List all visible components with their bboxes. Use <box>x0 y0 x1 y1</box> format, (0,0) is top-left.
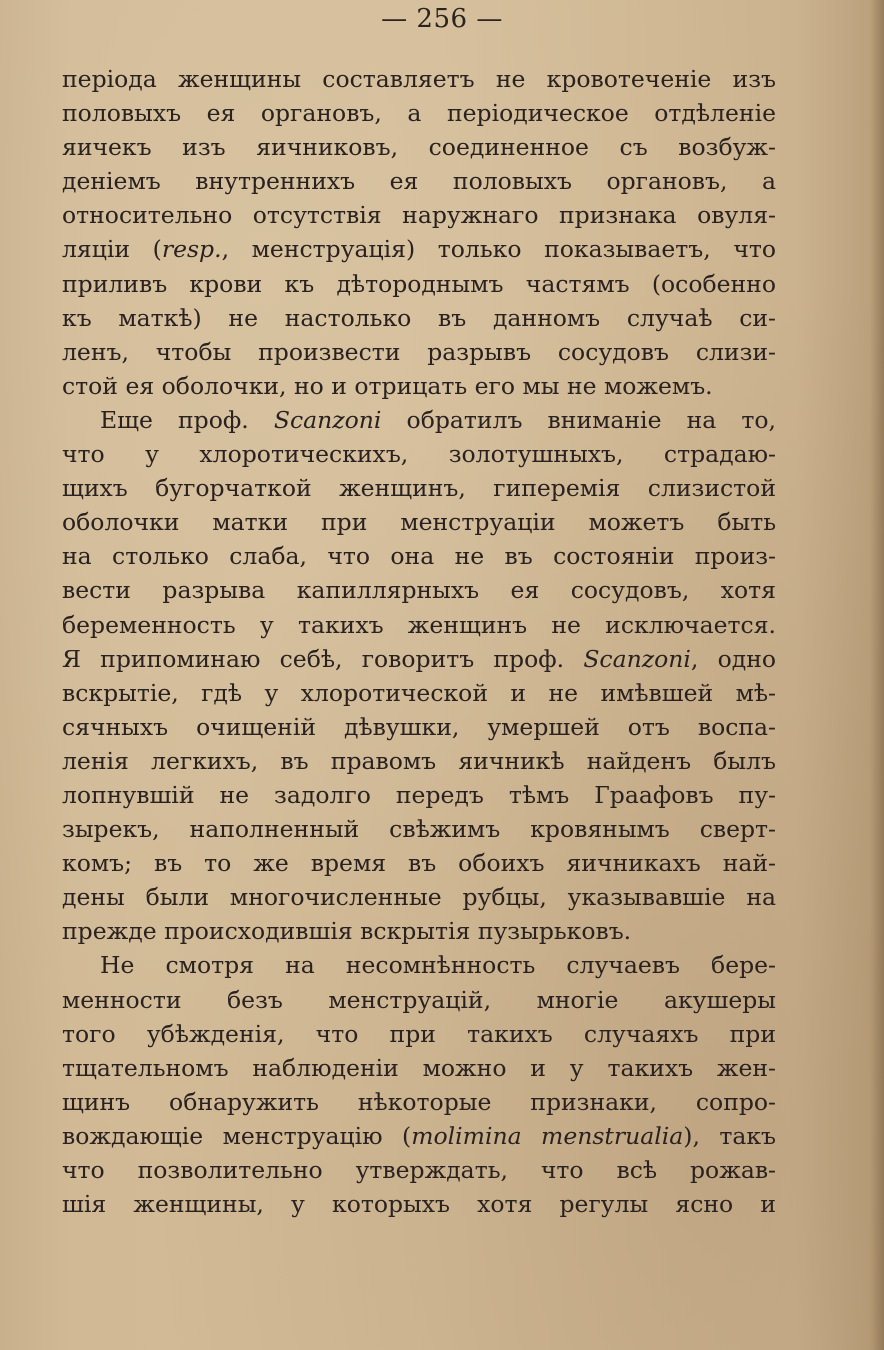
text-segment: шія женщины, у которыхъ хотя регулы ясно и <box>62 1190 776 1219</box>
text-segment: ), такъ <box>683 1121 776 1150</box>
text-segment: что позволительно утверждать, что всѣ рожав- <box>62 1156 776 1184</box>
text-segment: , одно <box>690 644 776 673</box>
text-segment: менности безъ менструацій, многіе акушеры <box>62 985 776 1014</box>
text-segment: деніемъ внутреннихъ ея половыхъ органовъ, а <box>62 167 776 196</box>
page-number: — 256 — <box>381 4 503 34</box>
text-line <box>62 778 776 812</box>
text-line <box>62 539 776 573</box>
text-segment: обратилъ вниманіе на то, <box>381 405 776 434</box>
text-segment: ляціи ( <box>62 235 162 264</box>
text-line <box>62 1017 776 1051</box>
text-segment: періода женщины составляетъ не кровотеченіе изъ <box>62 65 776 93</box>
text-segment: ленія легкихъ, въ правомъ яичникѣ найденъ былъ <box>62 746 776 775</box>
text-line <box>62 573 776 607</box>
italic-text: Scanzoni <box>273 405 382 434</box>
text-line <box>62 676 776 710</box>
page-edge-shadow <box>870 0 884 1350</box>
text-line <box>62 369 776 403</box>
text-segment: , менструація) только показываетъ, что <box>221 235 776 264</box>
text-line <box>62 642 776 676</box>
text-segment: прежде происходившія вскрытія пузырьковъ. <box>62 917 632 946</box>
text-segment: половыхъ ея органовъ, а періодическое отдѣленіе <box>62 99 776 128</box>
text-line <box>62 710 776 744</box>
text-line <box>62 1119 776 1153</box>
text-segment: щинъ обнаружить нѣкоторые признаки, сопро- <box>62 1087 776 1116</box>
text-line <box>62 62 776 96</box>
italic-text: resp. <box>161 235 222 264</box>
text-line <box>62 1187 776 1221</box>
text-segment: дены были многочисленные рубцы, указывавшіе на <box>62 883 776 912</box>
text-line <box>62 232 776 266</box>
text-line <box>62 846 776 880</box>
text-segment: относительно отсутствія наружнаго признака овуля- <box>62 201 776 230</box>
italic-text: Scanzoni <box>583 644 691 673</box>
text-line <box>62 914 776 948</box>
text-line <box>62 335 776 369</box>
text-line <box>62 471 776 505</box>
text-segment: къ маткѣ) не настолько въ данномъ случаѣ си- <box>62 303 776 332</box>
text-line <box>62 948 776 982</box>
text-segment: того убѣжденія, что при такихъ случаяхъ при <box>62 1019 776 1048</box>
italic-text: molimina menstrualia <box>411 1121 684 1150</box>
text-segment: Я припоминаю себѣ, говоритъ проф. <box>62 644 584 673</box>
text-segment: вести разрыва капиллярныхъ ея сосудовъ, хотя <box>62 576 776 605</box>
text-segment: на столько слаба, что она не въ состояніи произ- <box>62 542 776 571</box>
text-line <box>62 1085 776 1119</box>
text-line <box>62 608 776 642</box>
text-segment: Еще проф. <box>100 405 274 434</box>
text-segment: Не смотря на несомнѣнность случаевъ бере- <box>100 951 776 980</box>
text-segment: приливъ крови къ дѣтороднымъ частямъ (особенно <box>62 269 776 298</box>
text-segment: ленъ, чтобы произвести разрывъ сосудовъ слизи- <box>62 337 776 366</box>
text-line <box>62 301 776 335</box>
text-line <box>62 267 776 301</box>
body-text <box>62 62 776 1221</box>
text-line <box>62 1153 776 1187</box>
text-line <box>62 812 776 846</box>
text-segment: что у хлоротическихъ, золотушныхъ, страдаю- <box>62 440 776 469</box>
text-line <box>62 403 776 437</box>
text-line <box>62 880 776 914</box>
text-line <box>62 198 776 232</box>
text-segment: стой ея оболочки, но и отрицать его мы не можемъ. <box>62 371 713 400</box>
text-line <box>62 164 776 198</box>
text-line <box>62 983 776 1017</box>
text-segment: яичекъ изъ яичниковъ, соединенное съ возбуж- <box>62 133 776 162</box>
text-segment: беременность у такихъ женщинъ не исключается. <box>62 610 776 639</box>
text-line <box>62 744 776 778</box>
text-segment: щихъ бугорчаткой женщинъ, гиперемія слизистой <box>62 474 776 503</box>
text-segment: вождающіе менструацію ( <box>62 1121 412 1150</box>
text-line <box>62 505 776 539</box>
text-line <box>62 96 776 130</box>
text-segment: оболочки матки при менструаціи можетъ быть <box>62 508 776 537</box>
text-segment: зырекъ, наполненный свѣжимъ кровянымъ сверт- <box>62 815 776 844</box>
text-segment: комъ; въ то же время въ обоихъ яичникахъ най- <box>62 849 776 878</box>
text-segment: сячныхъ очищеній дѣвушки, умершей отъ воспа- <box>62 712 776 741</box>
text-segment: вскрытіе, гдѣ у хлоротической и не имѣвшей мѣ- <box>62 678 776 707</box>
text-line <box>62 130 776 164</box>
text-segment: лопнувшій не задолго передъ тѣмъ Граафовъ пу- <box>62 780 776 809</box>
text-line <box>62 1051 776 1085</box>
text-segment: тщательномъ наблюденіи можно и у такихъ жен- <box>62 1053 776 1082</box>
text-line <box>62 437 776 471</box>
